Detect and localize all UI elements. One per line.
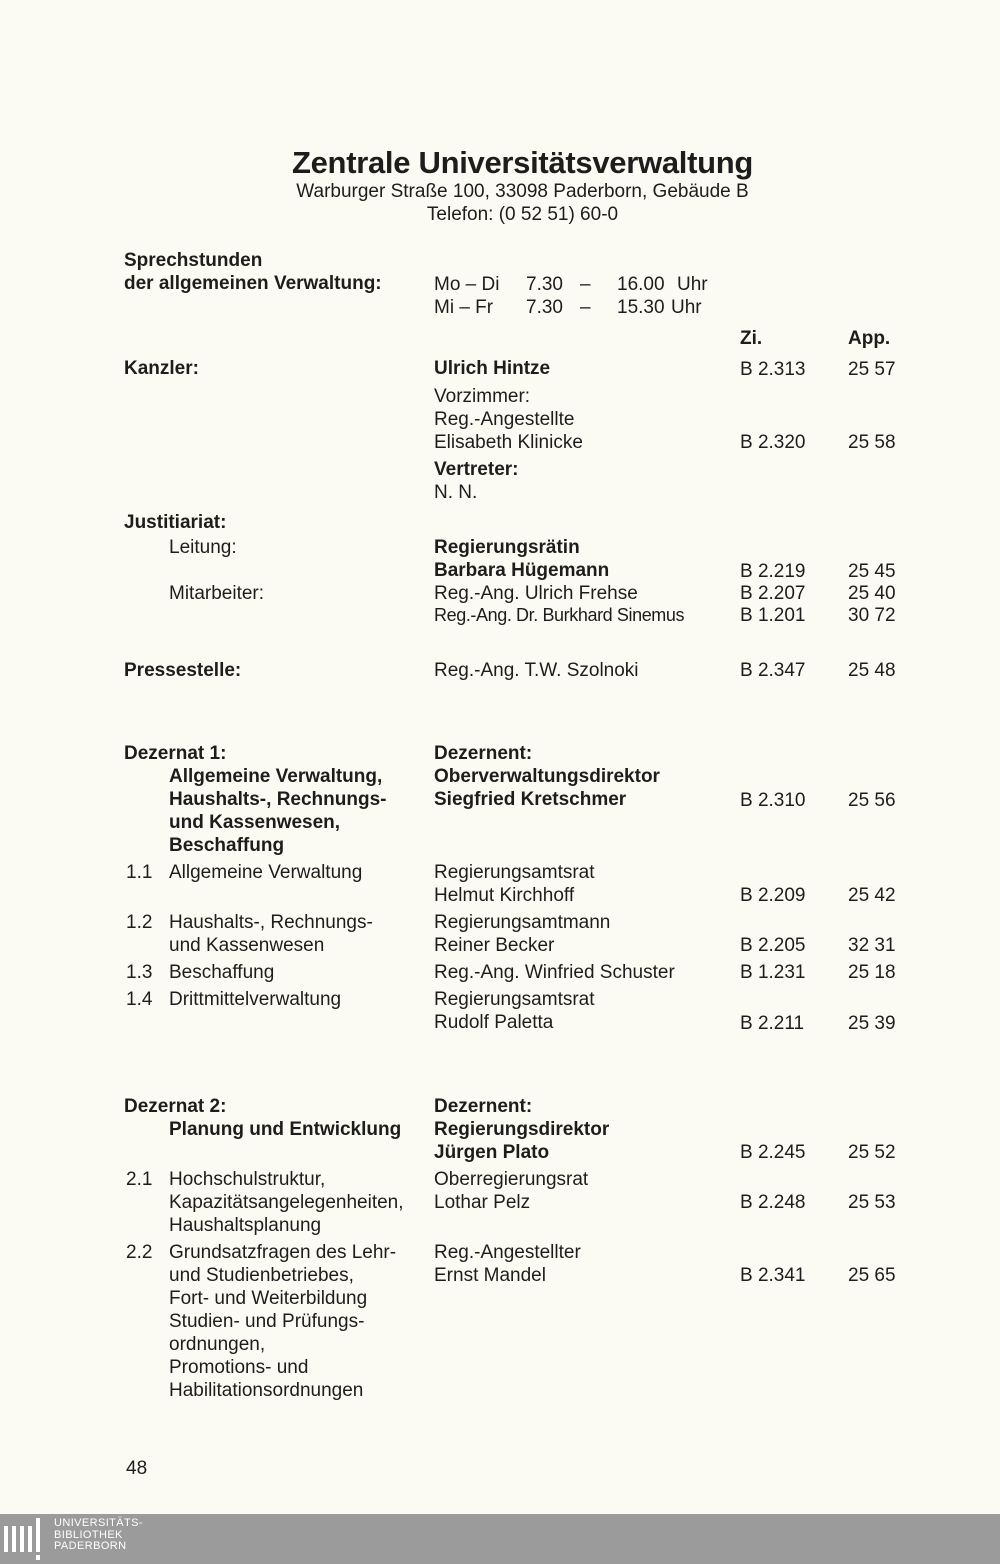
sub-number: 1.2 [126,912,153,933]
person-title: Regierungsrätin [434,537,580,558]
extension-number: 32 31 [848,935,896,956]
office-hours-label: Sprechstunden [124,250,263,271]
room-number: B 1.201 [740,605,806,626]
hours-days: Mi – Fr [434,297,494,318]
library-name-line: PADERBORN [54,1540,127,1552]
hours-dash: – [580,274,591,295]
person-name: Ulrich Hintze [434,358,551,379]
hours-unit: Uhr [677,274,708,295]
sub-area: Habilitationsordnungen [169,1380,364,1401]
person-title: Oberverwaltungsdirektor [434,766,660,787]
room-number: B 1.231 [740,962,806,983]
room-number: B 2.207 [740,583,806,604]
section-label-pressestelle: Pressestelle: [124,660,242,681]
person-name: Lothar Pelz [434,1192,531,1213]
person-name: Rudolf Paletta [434,1012,554,1033]
sub-area: Haushalts-, Rechnungs- [169,912,373,933]
dezernent-label: Dezernent: [434,1096,533,1117]
person-title: Regierungsamtsrat [434,862,595,883]
room-number: B 2.245 [740,1142,806,1163]
sub-area: Promotions- und [169,1357,309,1378]
person-name: Reg.-Ang. Winfried Schuster [434,962,675,983]
sub-area: ordnungen, [169,1334,266,1355]
extension-number: 25 65 [848,1265,896,1286]
hours-dash: – [580,297,591,318]
mitarbeiter-label: Mitarbeiter: [169,583,265,604]
person-name: Elisabeth Klinicke [434,432,583,453]
sub-number: 2.1 [126,1169,153,1190]
room-number: B 2.219 [740,561,806,582]
person-name: Helmut Kirchhoff [434,885,575,906]
dezernat-desc: Beschaffung [169,835,285,856]
extension-number: 25 56 [848,790,896,811]
person-title: Regierungsamtsrat [434,989,595,1010]
sub-number: 1.3 [126,962,153,983]
library-name-line: BIBLIOTHEK [54,1528,123,1541]
room-number: B 2.211 [740,1013,805,1034]
room-number: B 2.320 [740,432,806,453]
person-title: Regierungsamtmann [434,912,611,933]
library-footer-bar [0,1514,1000,1564]
person-title: Regierungsdirektor [434,1119,610,1140]
room-number: B 2.341 [740,1265,806,1286]
extension-number: 25 40 [848,583,896,604]
sub-area: Studien- und Prüfungs- [169,1311,365,1332]
library-logo-icon [4,1518,48,1560]
extension-number: 30 72 [848,605,896,626]
dezernat-desc: Haushalts-, Rechnungs- [169,789,387,810]
section-label-dezernat-1: Dezernat 1: [124,743,227,764]
vorzimmer-label: Vorzimmer: [434,386,531,407]
office-hours-label-2: der allgemeinen Verwaltung: [124,273,382,294]
person-title: Reg.-Angestellter [434,1242,581,1263]
person-name: Barbara Hügemann [434,560,610,581]
person-name: Reiner Becker [434,935,555,956]
sub-area: Grundsatzfragen des Lehr- [169,1242,397,1263]
sub-area: und Studienbetriebes, [169,1265,354,1286]
person-name: Reg.-Ang. T.W. Szolnoki [434,660,639,681]
room-number: B 2.347 [740,660,806,681]
person-name: Ernst Mandel [434,1265,546,1286]
extension-number: 25 52 [848,1142,896,1163]
vertreter-label: Vertreter: [434,459,519,480]
dezernent-label: Dezernent: [434,743,533,764]
person-name: Reg.-Ang. Dr. Burkhard Sinemus [434,605,685,625]
section-label-justitiariat: Justitiariat: [124,512,227,533]
room-number: B 2.313 [740,359,806,380]
extension-number: 25 58 [848,432,896,453]
dezernat-desc: und Kassenwesen, [169,812,341,833]
sub-number: 1.1 [126,862,153,883]
page-title: Zentrale Universitätsverwaltung [291,145,753,180]
hours-to: 15.30 [617,297,665,318]
sub-area: und Kassenwesen [169,935,325,956]
hours-days: Mo – Di [434,274,500,295]
dezernat-desc: Planung und Entwicklung [169,1119,402,1140]
room-number: B 2.310 [740,790,806,811]
sub-number: 1.4 [126,989,153,1010]
section-label-dezernat-2: Dezernat 2: [124,1096,227,1117]
room-number: B 2.209 [740,885,806,906]
sub-area: Fort- und Weiterbildung [169,1288,368,1309]
leitung-label: Leitung: [169,537,237,558]
extension-number: 25 39 [848,1013,896,1034]
sub-area: Beschaffung [169,962,275,983]
person-title: Oberregierungsrat [434,1169,589,1190]
person-title: Reg.-Angestellte [434,409,575,430]
extension-number: 25 48 [848,660,896,681]
sub-area: Hochschulstruktur, [169,1169,326,1190]
column-header-room: Zi. [740,328,763,349]
room-number: B 2.205 [740,935,806,956]
sub-area: Drittmittelverwaltung [169,989,342,1010]
address-line: Warburger Straße 100, 33098 Paderborn, Gebäude B [296,181,749,202]
phone-line: Telefon: (0 52 51) 60-0 [426,204,619,225]
dezernat-desc: Allgemeine Verwaltung, [169,766,383,787]
sub-area: Allgemeine Verwaltung [169,862,363,883]
extension-number: 25 42 [848,885,896,906]
page-number: 48 [126,1458,148,1479]
person-name: Siegfried Kretschmer [434,789,627,810]
hours-unit: Uhr [671,297,702,318]
person-name: Jürgen Plato [434,1142,550,1163]
sub-area: Haushaltsplanung [169,1215,322,1236]
extension-number: 25 57 [848,359,896,380]
person-name: Reg.-Ang. Ulrich Frehse [434,583,638,604]
hours-to: 16.00 [617,274,665,295]
library-name [54,1518,143,1553]
hours-from: 7.30 [526,297,563,318]
library-name-line: UNIVERSITÄTS- [54,1517,143,1529]
hours-from: 7.30 [526,274,563,295]
sub-number: 2.2 [126,1242,153,1263]
room-number: B 2.248 [740,1192,806,1213]
person-name: N. N. [434,482,478,503]
column-header-ext: App. [848,328,891,349]
extension-number: 25 53 [848,1192,896,1213]
extension-number: 25 45 [848,561,896,582]
section-label-kanzler: Kanzler: [124,358,199,379]
extension-number: 25 18 [848,962,896,983]
sub-area: Kapazitätsangelegenheiten, [169,1192,404,1213]
